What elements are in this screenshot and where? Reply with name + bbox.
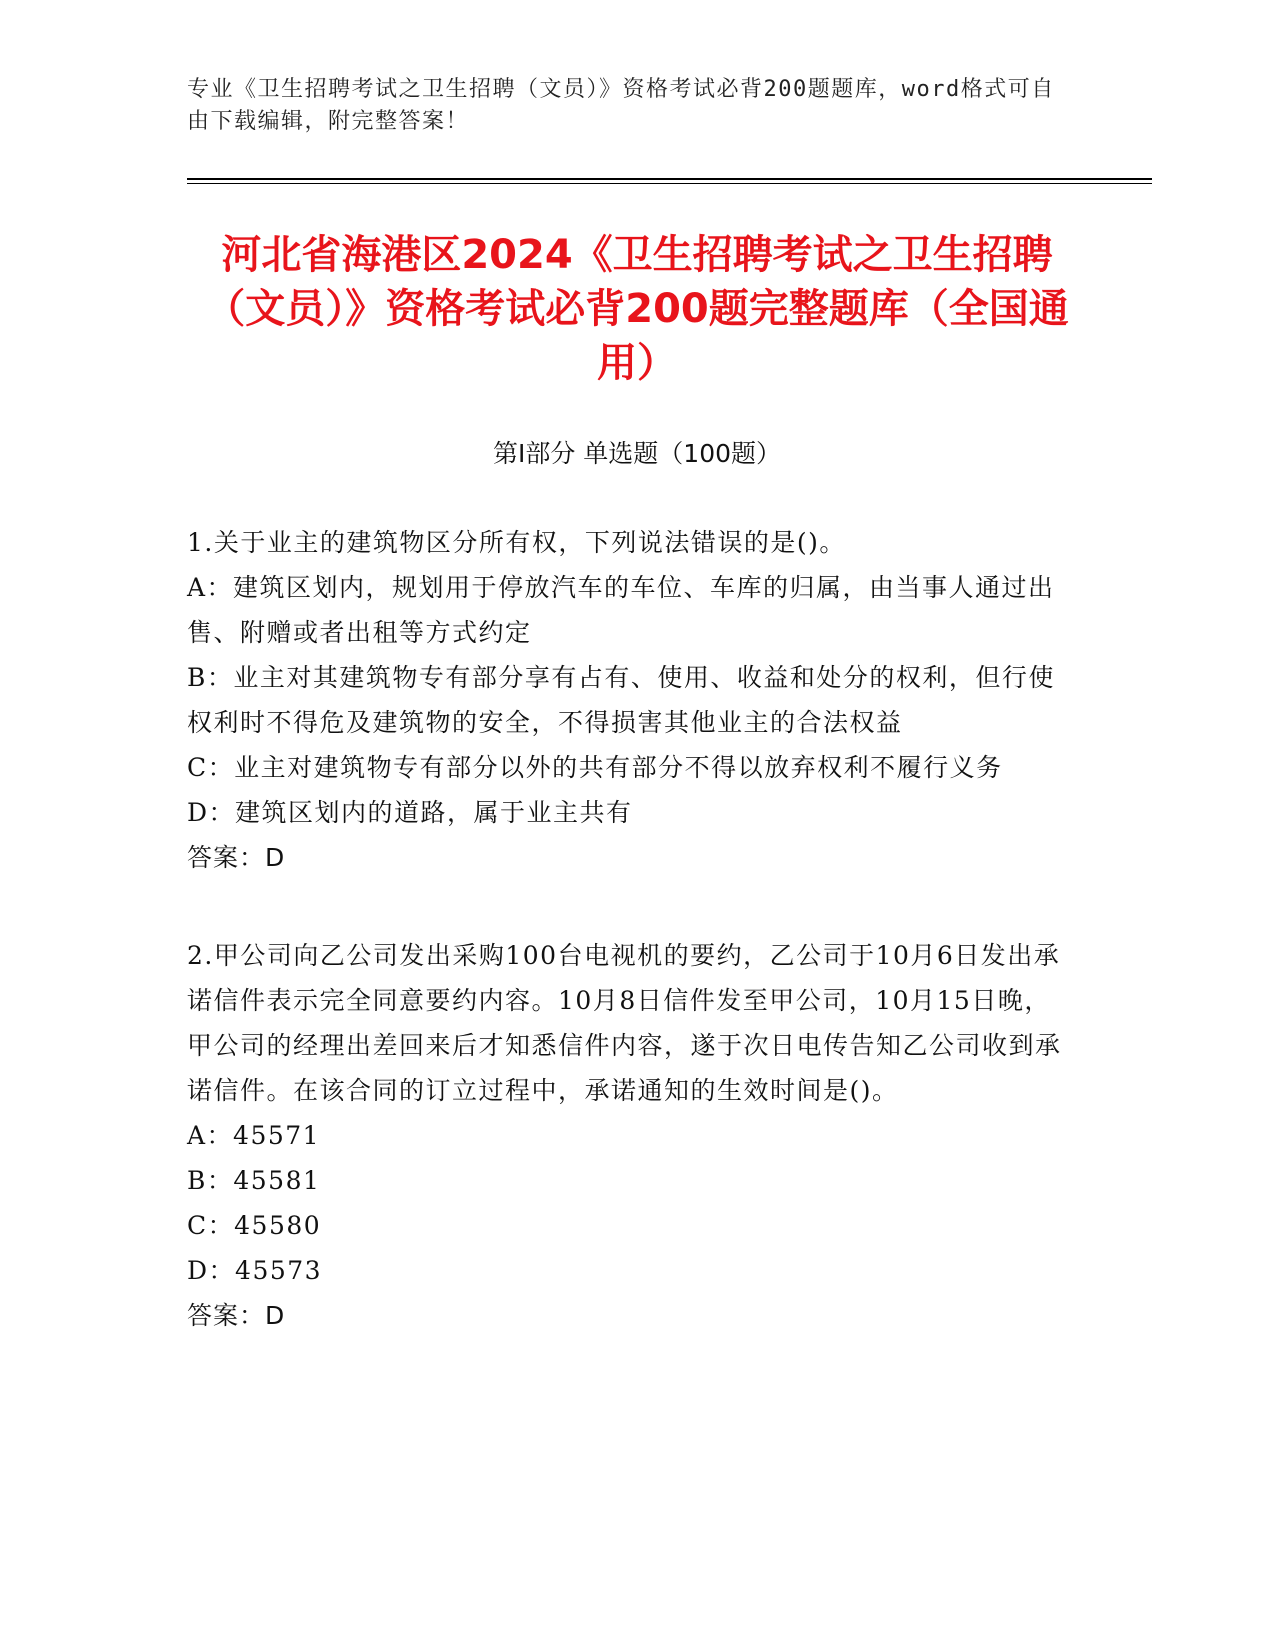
header-note: 专业《卫生招聘考试之卫生招聘（文员）》资格考试必背200题题库，word格式可自由下载编辑，附完整答案！ bbox=[187, 77, 1055, 134]
header-rule-thin bbox=[187, 183, 1152, 184]
option-a: A：45571 bbox=[187, 1121, 321, 1150]
question-stem: 1.关于业主的建筑物区分所有权，下列说法错误的是()。 bbox=[187, 528, 846, 557]
question-1 bbox=[187, 520, 1072, 880]
question-2 bbox=[187, 933, 1072, 1338]
answer: 答案：D bbox=[187, 1301, 286, 1330]
option-d: D：45573 bbox=[187, 1256, 323, 1285]
option-c: C：业主对建筑物专有部分以外的共有部分不得以放弃权利不履行义务 bbox=[187, 753, 1003, 782]
section-heading: 第Ⅰ部分 单选题（100题） bbox=[492, 439, 782, 468]
header-rule-thick bbox=[187, 178, 1152, 180]
document-title: 河北省海港区2024《卫生招聘考试之卫生招聘（文员）》资格考试必背200题完整题库（全国通用） bbox=[205, 232, 1069, 386]
answer: 答案：D bbox=[187, 843, 286, 872]
option-d: D：建筑区划内的道路，属于业主共有 bbox=[187, 798, 633, 827]
option-b: B：45581 bbox=[187, 1166, 321, 1195]
option-b: B：业主对其建筑物专有部分享有占有、使用、收益和处分的权利，但行使权利时不得危及建筑物的安全，不得损害其他业主的合法权益 bbox=[187, 663, 1055, 737]
option-c: C：45580 bbox=[187, 1211, 322, 1240]
question-stem: 2.甲公司向乙公司发出采购100台电视机的要约，乙公司于10月6日发出承诺信件表示完全同意要约内容。10月8日信件发至甲公司，10月15日晚，甲公司的经理出差回来后才知悉信件内容，遂于次日电传告知乙公司收到承诺信件。在该合同的订立过程中，承诺通知的生效时间是()。 bbox=[187, 941, 1062, 1105]
option-a: A：建筑区划内，规划用于停放汽车的车位、车库的归属，由当事人通过出售、附赠或者出租等方式约定 bbox=[187, 573, 1055, 647]
